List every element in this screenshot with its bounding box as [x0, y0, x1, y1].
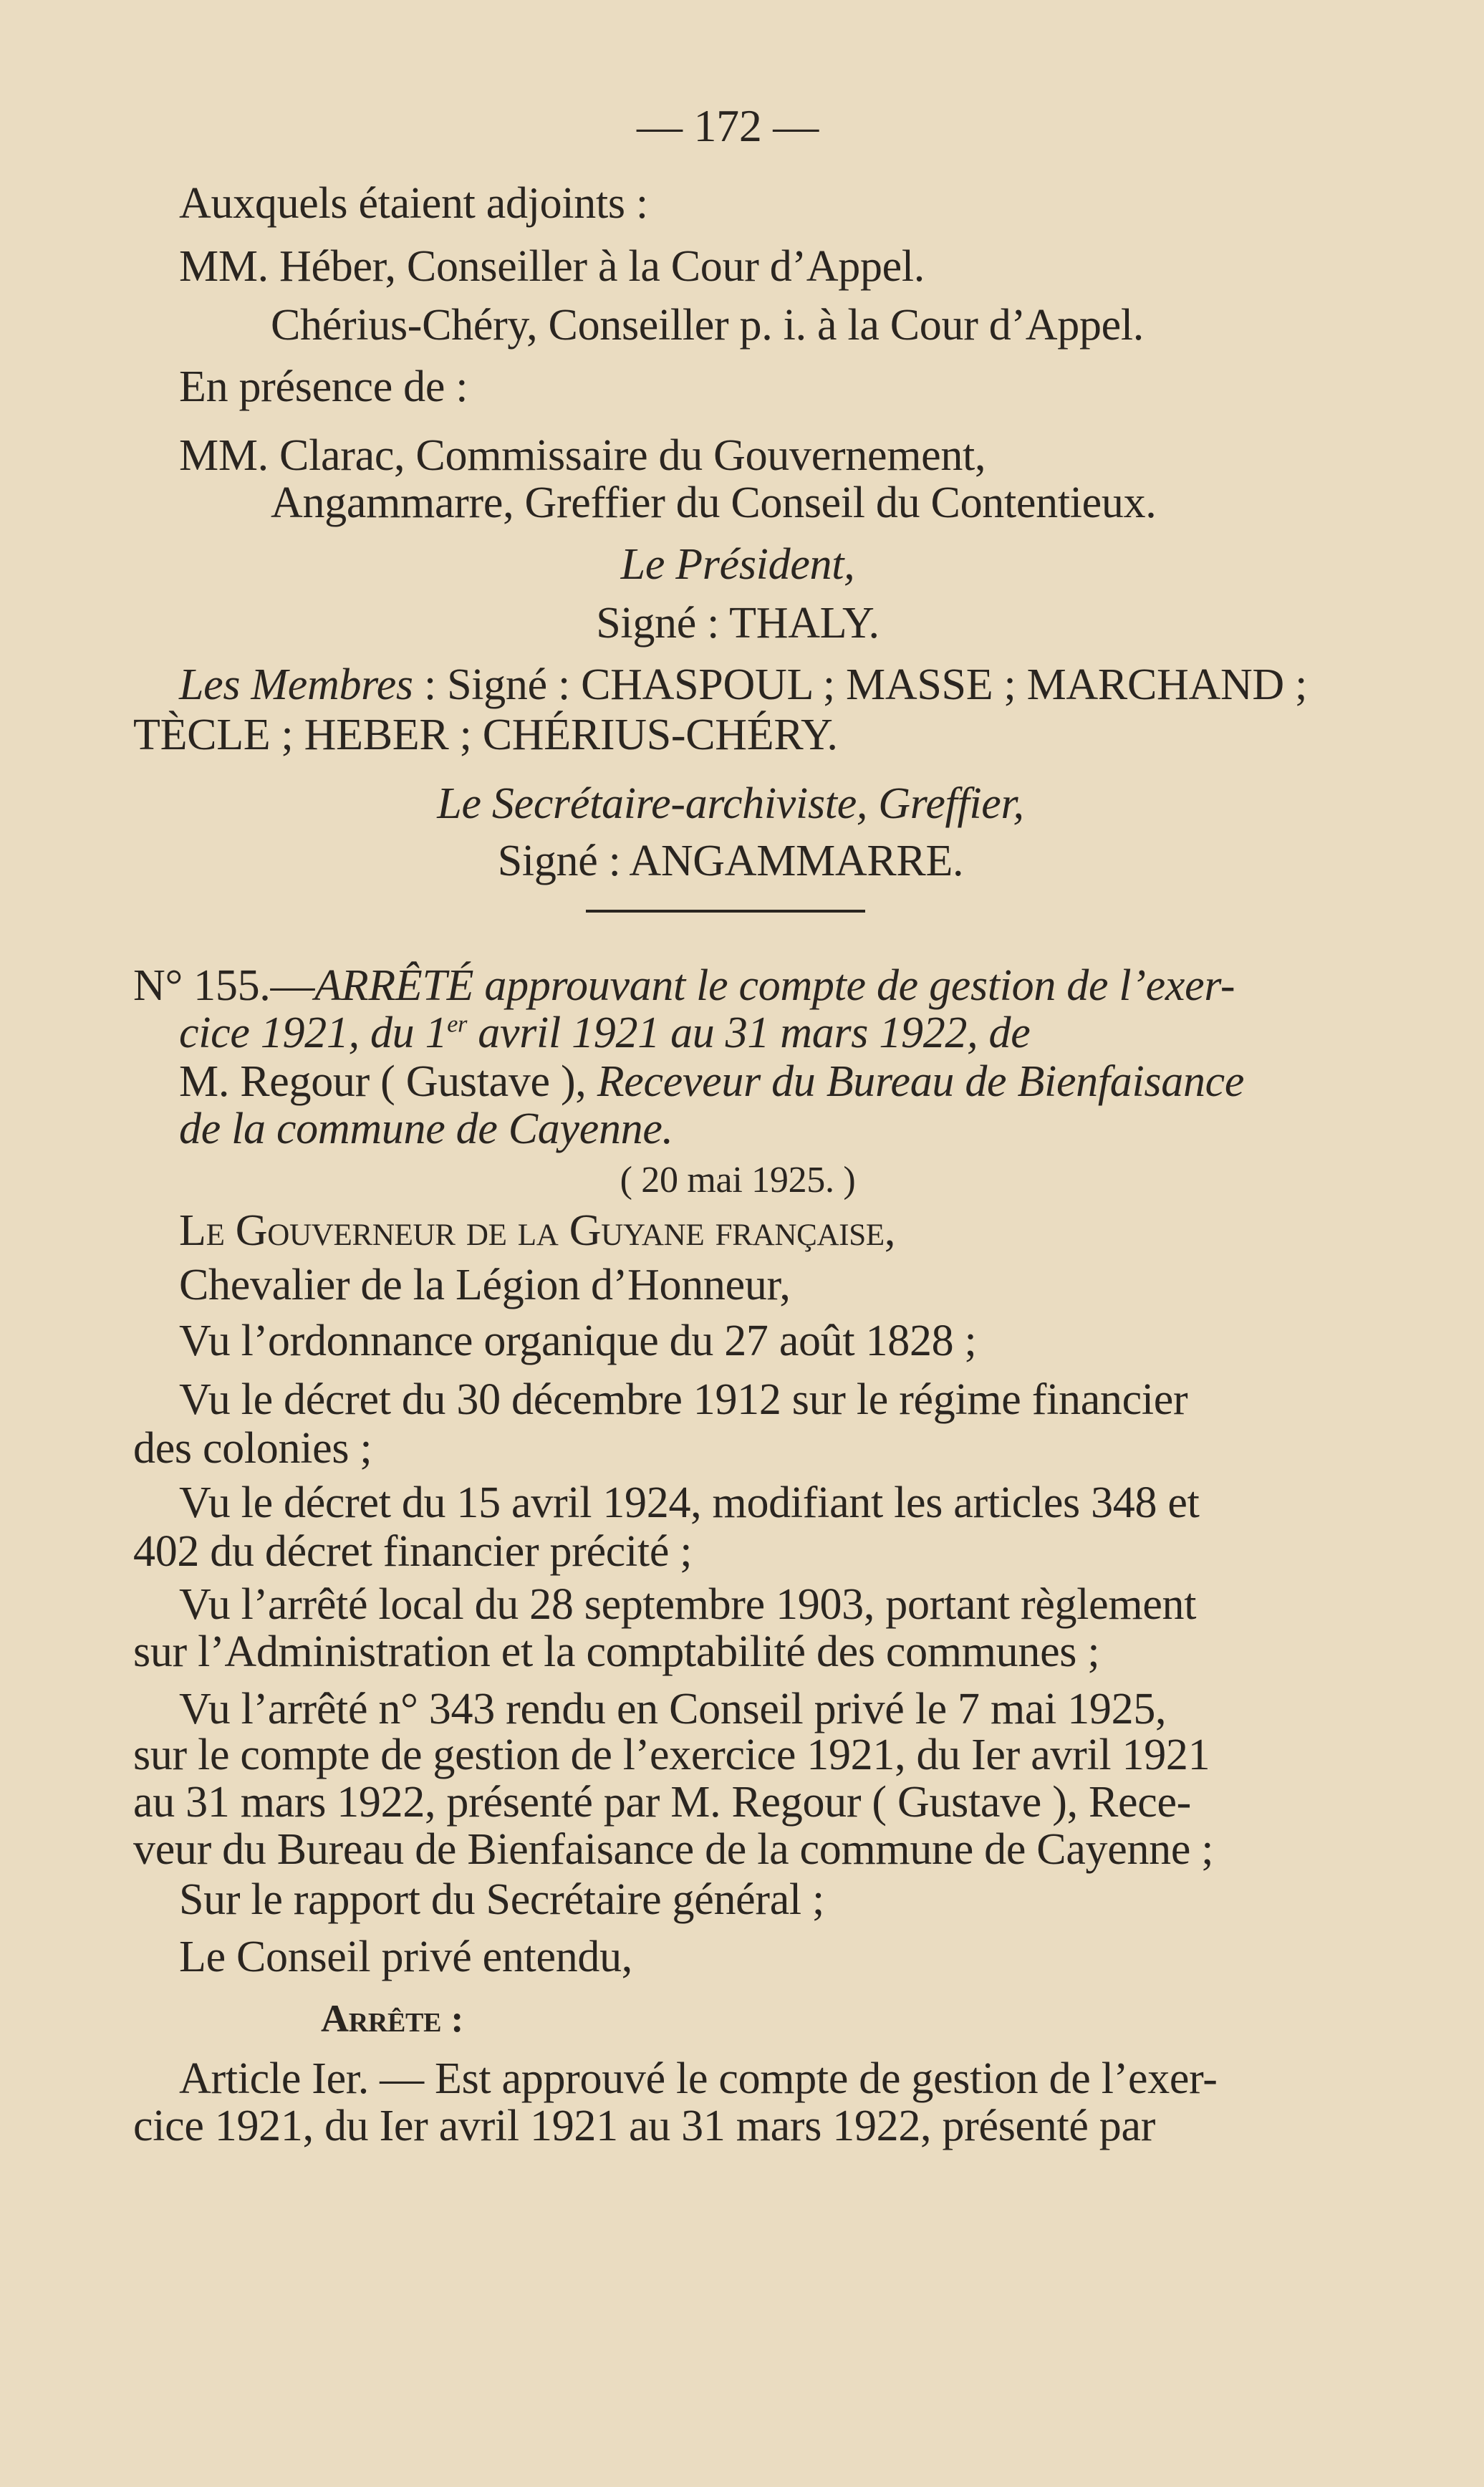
- body-line-1: [179, 1205, 895, 1256]
- members-label: Les Membres: [179, 660, 413, 709]
- secretary-title: Le Secrétaire-archiviste, Greffier,: [437, 779, 1024, 828]
- body-line-10: Vu l’arrêté n° 343 rendu en Conseil privé le 7 mai 1925,: [179, 1685, 1167, 1733]
- decree-title-2a: cice 1921, du 1: [179, 1009, 448, 1057]
- member-line-1: MM. Héber, Conseiller à la Cour d’Appel.: [179, 242, 925, 291]
- body-line-13: veur du Bureau de Bienfaisance de la commune de Cayenne ;: [133, 1825, 1214, 1874]
- article-line-2: cice 1921, du Ier avril 1921 au 31 mars 1922, présenté par: [133, 2102, 1156, 2150]
- body-line-15: Le Conseil privé entendu,: [179, 1933, 632, 1981]
- decree-number: N° 155.—: [133, 961, 315, 1010]
- decree-title-line-3: [179, 1056, 1244, 1107]
- body-line-11: sur le compte de gestion de l’exercice 1921, du Ier avril 1921: [133, 1731, 1210, 1779]
- body-line-5: des colonies ;: [133, 1424, 372, 1473]
- secretary-signature: Signé : ANGAMMARRE.: [497, 837, 964, 885]
- intro-line: Auxquels étaient adjoints :: [179, 179, 648, 228]
- president-signature: Signé : THALY.: [596, 599, 880, 648]
- body-line-4: Vu le décret du 30 décembre 1912 sur le régime financier: [179, 1375, 1188, 1424]
- decree-title-line-1: [133, 960, 1235, 1011]
- decree-title-2-sup: er: [447, 1011, 468, 1038]
- presence-line-2: Angammarre, Greffier du Conseil du Contentieux.: [271, 478, 1157, 527]
- presence-line-1: MM. Clarac, Commissaire du Gouvernement,: [179, 431, 986, 480]
- body-line-12: au 31 mars 1922, présenté par M. Regour ( Gustave ), Rece-: [133, 1778, 1192, 1827]
- presence-label: En présence de :: [179, 362, 468, 411]
- decree-title-line-2: [179, 1007, 1030, 1059]
- members-signature-line-1: [179, 659, 1307, 711]
- member-line-2: Chérius-Chéry, Conseiller p. i. à la Cour d’Appel.: [271, 301, 1145, 350]
- page-number: — 172 —: [637, 100, 819, 151]
- body-line-2: Chevalier de la Légion d’Honneur,: [179, 1261, 791, 1309]
- decree-title-1: ARRÊTÉ approuvant le compte de gestion de l’exer-: [314, 961, 1235, 1010]
- decree-title-3a: M. Regour ( Gustave ),: [179, 1057, 597, 1106]
- body-line-9: sur l’Administration et la comptabilité des communes ;: [133, 1627, 1100, 1676]
- president-title: Le Président,: [620, 540, 855, 589]
- decree-date: ( 20 mai 1925. ): [620, 1160, 856, 1201]
- body-line-7: 402 du décret financier précité ;: [133, 1527, 693, 1576]
- members-signatures: : Signé : CHASPOUL ; MASSE ; MARCHAND ;: [413, 660, 1308, 709]
- decree-title-3b: Receveur du Bureau de Bienfaisance: [597, 1057, 1245, 1106]
- arrete-label: Arrête :: [321, 1997, 464, 2040]
- decree-title-2b: avril 1921 au 31 mars 1922, de: [467, 1009, 1031, 1057]
- body-line-3: Vu l’ordonnance organique du 27 août 1828 ;: [179, 1317, 977, 1365]
- members-signature-line-2: TÈCLE ; HEBER ; CHÉRIUS-CHÉRY.: [133, 711, 838, 759]
- body-line-14: Sur le rapport du Secrétaire général ;: [179, 1875, 824, 1924]
- section-divider: [586, 910, 865, 913]
- article-line-1: Article Ier. — Est approuvé le compte de gestion de l’exer-: [179, 2054, 1218, 2103]
- decree-title-line-4: de la commune de Cayenne.: [179, 1105, 673, 1153]
- body-line-6: Vu le décret du 15 avril 1924, modifiant les articles 348 et: [179, 1478, 1200, 1527]
- governor-line: Le Gouverneur de la Guyane française,: [179, 1206, 896, 1255]
- body-line-8: Vu l’arrêté local du 28 septembre 1903, portant règlement: [179, 1580, 1197, 1629]
